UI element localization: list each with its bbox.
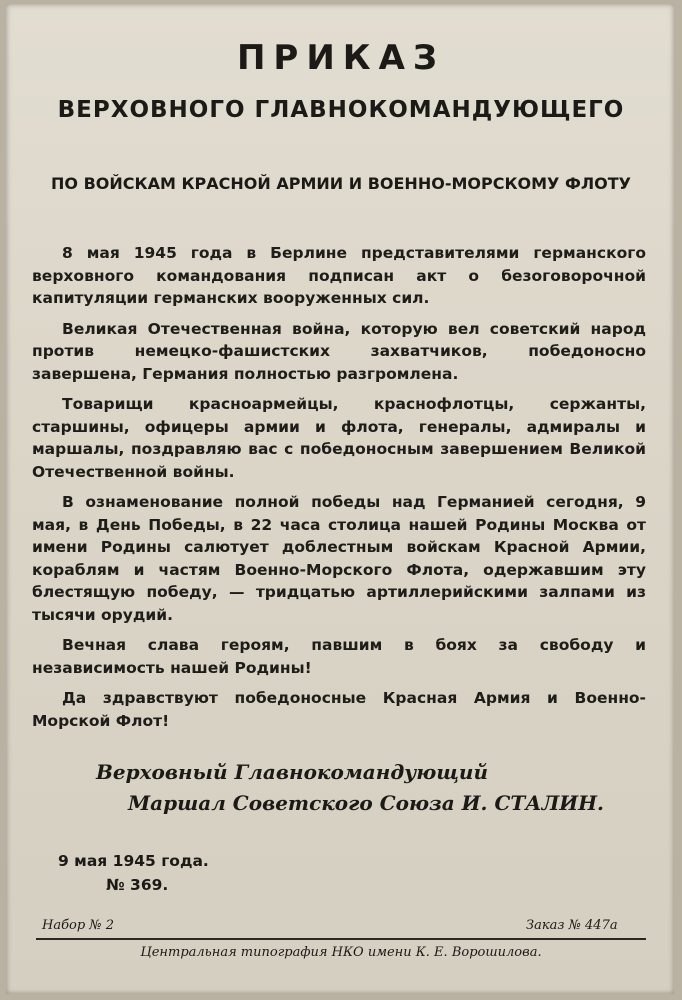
set-number: Набор № 2 (42, 918, 115, 933)
footer-divider (36, 938, 646, 940)
document-date: 9 мая 1945 года. (58, 852, 209, 870)
document-subtitle: ВЕРХОВНОГО ГЛАВНОКОМАНДУЮЩЕГО (57, 97, 625, 123)
paragraph-congratulation: Товарищи красноармейцы, краснофлотцы, сержанты, старшины, офицеры армии и флота, генералы, адмиралы и маршалы, поздравляю вас с победоносным завершением Великой Отечественной войны. (32, 395, 646, 481)
printer-imprint: Центральная типография НКО имени К. Е. Ворошилова. (140, 945, 542, 960)
document-number: № 369. (106, 876, 169, 894)
document-heading: ПО ВОЙСКАМ КРАСНОЙ АРМИИ И ВОЕННО-МОРСКОМУ ФЛОТУ (51, 174, 631, 193)
paragraph-glory: Вечная слава героям, павшим в боях за свободу и независимость нашей Родины! (32, 636, 646, 677)
paragraph-victory: Великая Отечественная война, которую вел советский народ против немецко-фашистских захватчиков, победоносно завершена, Германия полностью разгромлена. (32, 319, 646, 383)
paragraph-long-live: Да здравствуют победоносные Красная Армия и Военно-Морской Флот! (32, 689, 646, 730)
order-number: Заказ № 447а (526, 918, 618, 933)
signature-title: Верховный Главнокомандующий (96, 760, 489, 784)
document-title: ПРИКАЗ (236, 38, 446, 78)
paragraph-capitulation: 8 мая 1945 года в Берлине представителями германского верховного командования подписан акт о безоговорочной капитуляции германских вооруженных сил. (32, 244, 646, 307)
document-body (32, 242, 646, 740)
signature-name: Маршал Советского Союза И. СТАЛИН. (128, 791, 605, 815)
paragraph-salute: В ознаменование полной победы над Германией сегодня, 9 мая, в День Победы, в 22 часа столица нашей Родины Москва от имени Родины салютует доблестным войскам Красной Армии, кораблям и частям Военно-Морского Флота, одержавшим эту блестящую победу, — тридцатью артиллерийскими залпами из тысячи орудий. (32, 493, 646, 624)
